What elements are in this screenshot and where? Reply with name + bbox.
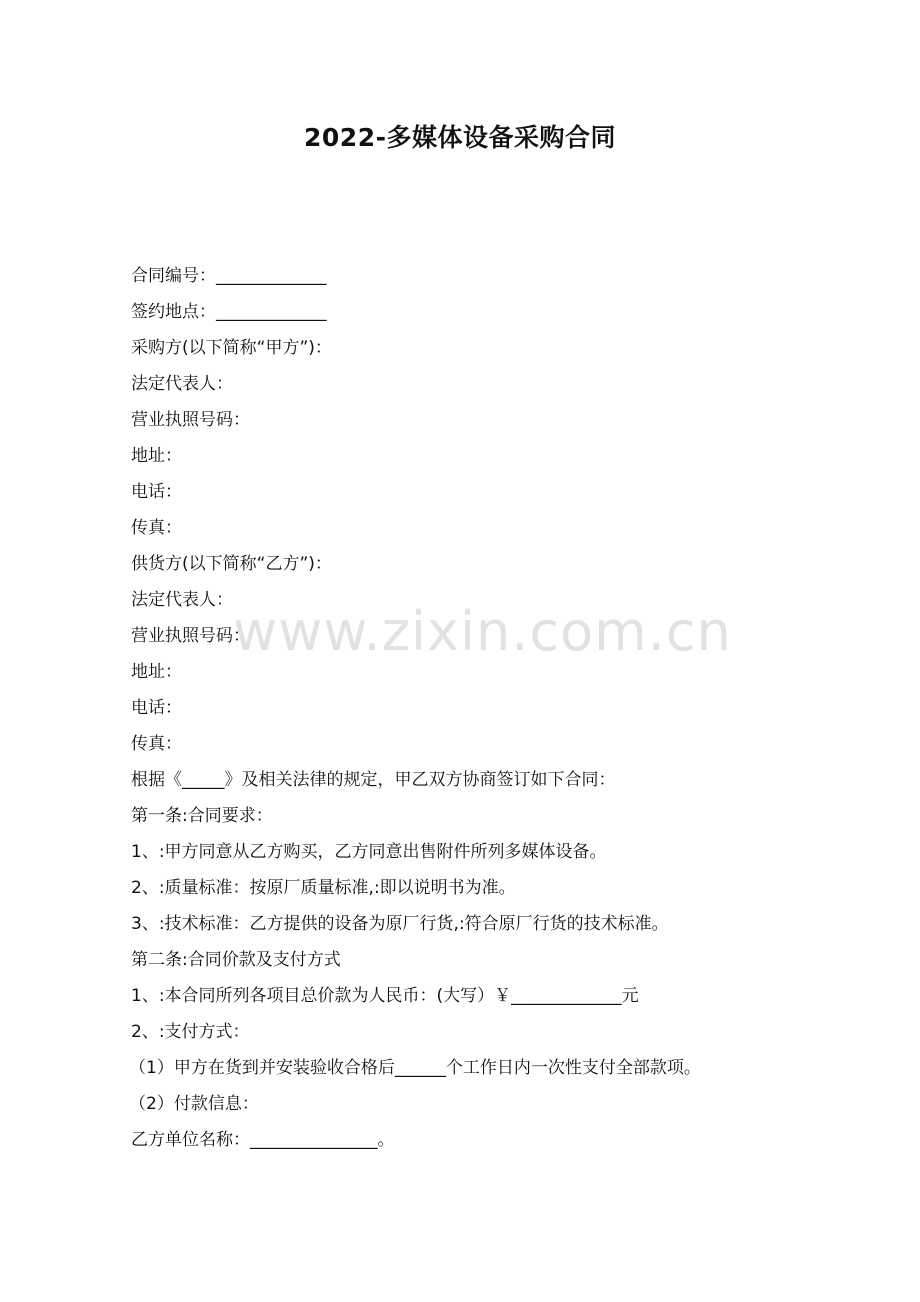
article-2-clause-1: 1、:本合同所列各项目总价款为人民币：(大写）￥_____________元 <box>131 986 639 1006</box>
article-1-clause-1: 1、:甲方同意从乙方购买，乙方同意出售附件所列多媒体设备。 <box>131 842 607 862</box>
buyer-license-line: 营业执照号码： <box>131 410 250 430</box>
signing-place-line: 签约地点：_____________ <box>131 302 327 322</box>
supplier-legal-rep-line: 法定代表人： <box>131 590 233 610</box>
buyer-phone-line: 电话： <box>131 482 182 502</box>
payment-item-1: （1）甲方在货到并安装验收合格后______个工作日内一次性支付全部款项。 <box>129 1058 701 1078</box>
document-title: 2022-多媒体设备采购合同 <box>304 123 616 152</box>
watermark: www.zixin.com.cn <box>233 600 732 663</box>
article-1-clause-2: 2、:质量标准：按原厂质量标准,:即以说明书为准。 <box>131 878 516 898</box>
buyer-legal-rep-line: 法定代表人： <box>131 374 233 394</box>
supplier-license-line: 营业执照号码： <box>131 626 250 646</box>
buyer-address-line: 地址： <box>131 446 182 466</box>
buyer-fax-line: 传真： <box>131 518 182 538</box>
article-1-heading: 第一条:合同要求： <box>131 806 273 826</box>
article-2-clause-2: 2、:支付方式： <box>131 1022 250 1042</box>
supplier-phone-line: 电话： <box>131 698 182 718</box>
article-2-heading: 第二条:合同价款及支付方式 <box>131 950 341 970</box>
supplier-company-name-line: 乙方单位名称：_______________。 <box>131 1130 395 1150</box>
article-1-clause-3: 3、:技术标准：乙方提供的设备为原厂行货,:符合原厂行货的技术标准。 <box>131 914 669 934</box>
payment-item-2: （2）付款信息： <box>129 1094 259 1114</box>
contract-body <box>131 263 831 1163</box>
supplier-fax-line: 传真： <box>131 734 182 754</box>
contract-number-line: 合同编号：_____________ <box>131 266 327 286</box>
buyer-heading-line: 采购方(以下简称“甲方”)： <box>131 338 332 358</box>
preamble-line: 根据《_____》及相关法律的规定，甲乙双方协商签订如下合同： <box>131 770 616 790</box>
supplier-address-line: 地址： <box>131 662 182 682</box>
supplier-heading-line: 供货方(以下简称“乙方”)： <box>131 554 332 574</box>
